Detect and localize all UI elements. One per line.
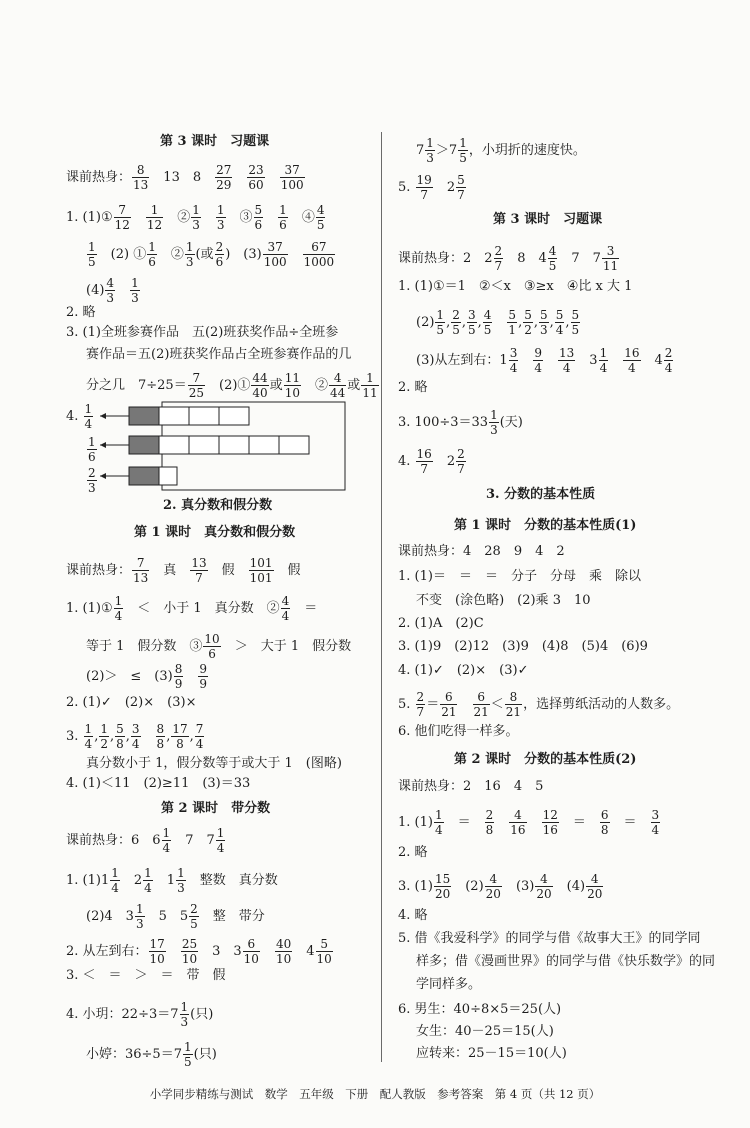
fraction: $\frac{16}{4}$ <box>624 346 640 375</box>
answer-line: 课前热身：2 16 4 5 <box>398 779 544 794</box>
fraction: $\frac{5}{7}$ <box>457 173 465 202</box>
answer-line: 3. ＜ ＝ ＞ ＝ 带 假 <box>66 968 226 983</box>
fraction: $\frac{5}{10}$ <box>316 937 332 966</box>
answer-line: 5. $\frac{2}{7}$ ＝ $\frac{6}{21}$ $\frac{6}{21}$ ＜ $\frac{8}{21}$ ，选择剪纸活动的人数多。 <box>398 690 680 719</box>
fraction: $\frac{17}{10}$ <box>149 937 165 966</box>
answer-line: 2. 略 <box>398 380 428 395</box>
answer-line: 2. 略 <box>66 305 96 320</box>
answer-line: 女生：40－25＝15(人) <box>416 1024 554 1039</box>
fraction: $\frac{1}{4}$ <box>84 722 93 751</box>
fraction: $\frac{7}{12}$ <box>114 203 130 232</box>
fraction: $\frac{44}{40}$ <box>252 371 268 400</box>
section-heading: 第 2 课时 分数的基本性质(2) <box>454 752 637 767</box>
fraction: $\frac{17}{8}$ <box>172 722 188 751</box>
fraction: $\frac{4}{16}$ <box>510 808 526 837</box>
answer-line: 6. 他们吃得一样多。 <box>398 724 519 739</box>
fraction: $\frac{15}{20}$ <box>434 872 451 901</box>
answer-line: 1. (1)① $\frac{7}{12}$ $\frac{1}{12}$ ② $\frac{1}{3}$ $\frac{1}{3}$ ③ $\frac{5}{6}$ $\frac{1}{6}$ ④ $\frac{4}{5}$ <box>66 203 325 232</box>
fraction: $\frac{5}{3}$ <box>539 308 548 337</box>
answer-line: 不变 (涂色略) (2)乘 3 10 <box>416 593 591 608</box>
fraction: $\frac{1}{4}$ <box>84 402 93 431</box>
answer-line: $\frac{1}{5}$ (2) ① $\frac{1}{6}$ ② $\frac{1}{3}$ (或 $\frac{2}{6}$ ) (3) $\frac{37}{100}$ $\frac{67}{1000}$ <box>88 240 335 269</box>
fraction: $\frac{3}{11}$ <box>602 244 619 273</box>
fraction: $\frac{7}{4}$ <box>195 722 204 751</box>
fraction: $\frac{1}{6}$ <box>88 435 96 464</box>
fraction: $\frac{13}{4}$ <box>559 346 575 375</box>
fraction: $\frac{67}{1000}$ <box>303 240 335 269</box>
fraction: $\frac{5}{5}$ <box>571 308 580 337</box>
fraction: $\frac{7}{25}$ <box>188 371 204 400</box>
fraction: $\frac{2}{6}$ <box>215 240 224 269</box>
fraction: $\frac{1}{4}$ <box>599 346 608 375</box>
fraction: $\frac{1}{4}$ <box>434 808 443 837</box>
fraction: $\frac{5}{1}$ <box>508 308 517 337</box>
fraction: $\frac{1}{3}$ <box>185 240 194 269</box>
answer-line: 7 $\frac{1}{3}$ ＞7 $\frac{1}{5}$ ，小玥折的速度快。 <box>416 136 586 165</box>
fraction: $\frac{5}{2}$ <box>524 308 532 337</box>
fraction: $\frac{2}{4}$ <box>664 346 673 375</box>
fraction: $\frac{8}{21}$ <box>505 690 522 719</box>
fraction: $\frac{1}{3}$ <box>490 408 498 437</box>
fraction: $\frac{1}{5}$ <box>88 240 96 269</box>
fraction: $\frac{1}{3}$ <box>192 203 200 232</box>
answer-line: 2. 略 <box>398 845 428 860</box>
fraction: $\frac{3}{5}$ <box>467 308 476 337</box>
answer-line: 学同样多。 <box>416 977 482 992</box>
fraction: $\frac{10}{6}$ <box>204 632 220 661</box>
answer-line: 分之几 7÷25＝ $\frac{7}{25}$ (2)① $\frac{44}{40}$ 或 $\frac{11}{10}$ ② $\frac{4}{44}$ 或 $\frac{1}{11}$ <box>86 371 378 400</box>
section-heading: 3. 分数的基本性质 <box>486 487 596 502</box>
fraction: $\frac{4}{20}$ <box>587 872 603 901</box>
answer-line: 课前热身： $\frac{8}{13}$ 13 8 $\frac{27}{29}$ $\frac{23}{60}$ $\frac{37}{100}$ <box>66 163 304 192</box>
bar-2-3 <box>100 467 177 485</box>
fraction: $\frac{1}{6}$ <box>148 240 156 269</box>
answer-line: 5. $\frac{19}{7}$ 2 $\frac{5}{7}$ <box>398 173 465 202</box>
fraction: $\frac{6}{21}$ <box>441 690 457 719</box>
fraction: $\frac{8}{8}$ <box>156 722 165 751</box>
fraction: $\frac{13}{7}$ <box>191 556 207 585</box>
section-heading: 第 2 课时 带分数 <box>161 801 271 816</box>
fraction: $\frac{1}{5}$ <box>459 136 467 165</box>
fraction: $\frac{1}{3}$ <box>131 276 139 305</box>
fraction: $\frac{4}{20}$ <box>485 872 501 901</box>
fraction: $\frac{40}{10}$ <box>275 937 292 966</box>
fraction: $\frac{1}{6}$ <box>279 203 287 232</box>
answer-line: (4) $\frac{4}{3}$ $\frac{1}{3}$ <box>86 276 139 305</box>
fraction: $\frac{9}{9}$ <box>199 662 208 691</box>
fraction: $\frac{1}{3}$ <box>177 866 185 895</box>
answer-line: (2)＞ ≤ (3) $\frac{8}{9}$ $\frac{9}{9}$ <box>86 662 208 691</box>
answer-line: 3. 100÷3＝33 $\frac{1}{3}$ (天) <box>398 408 523 437</box>
fraction: $\frac{4}{3}$ <box>106 276 115 305</box>
answer-line: 4. (1)✓ (2)× (3)✓ <box>398 663 529 678</box>
answer-line: 课前热身：6 6 $\frac{1}{4}$ 7 7 $\frac{1}{4}$ <box>66 826 225 855</box>
answer-line: (3)从左到右：1 $\frac{3}{4}$ $\frac{9}{4}$ $\frac{13}{4}$ 3 $\frac{1}{4}$ $\frac{16}{4}$ 4 $\frac{2}{4}$ <box>416 346 673 375</box>
answer-line: 1. (1)①＝1 ②＜x ③≥x ④比 x 大 1 <box>398 279 633 294</box>
answer-line: 应转来：25－15＝10(人) <box>416 1046 567 1061</box>
fraction: $\frac{2}{5}$ <box>452 308 460 337</box>
fraction: $\frac{6}{10}$ <box>243 937 259 966</box>
answer-line: 5. 借《我爱科学》的同学与借《故事大王》的同学同 <box>398 931 701 946</box>
fraction: $\frac{1}{4}$ <box>144 866 152 895</box>
fraction: $\frac{3}{4}$ <box>131 722 140 751</box>
fraction: $\frac{16}{7}$ <box>416 447 432 476</box>
fraction: $\frac{4}{44}$ <box>330 371 346 400</box>
fraction: $\frac{1}{4}$ <box>111 866 119 895</box>
section-heading: 第 1 课时 分数的基本性质(1) <box>454 518 637 533</box>
bar-1-4 <box>100 407 249 425</box>
fraction: $\frac{1}{5}$ <box>436 308 445 337</box>
section-heading: 2. 真分数和假分数 <box>163 498 273 513</box>
fraction: $\frac{37}{100}$ <box>263 240 287 269</box>
answer-line: 2. (1)A (2)C <box>398 616 484 631</box>
section-heading: 第 3 课时 习题课 <box>493 212 603 227</box>
answer-line: 1. (1) $\frac{1}{4}$ ＝ $\frac{2}{8}$ $\frac{4}{16}$ $\frac{12}{16}$ ＝ $\frac{6}{8}$ ＝ $\frac{3}{4}$ <box>398 808 660 837</box>
fraction: $\frac{3}{4}$ <box>509 346 518 375</box>
answer-line: 4. $\frac{1}{4}$ <box>66 402 93 431</box>
fraction: $\frac{27}{29}$ <box>216 163 232 192</box>
fraction: $\frac{1}{4}$ <box>216 826 225 855</box>
answer-line: 样多；借《漫画世界》的同学与借《快乐数学》的同 <box>416 954 716 969</box>
fraction: $\frac{3}{4}$ <box>651 808 660 837</box>
fraction: $\frac{1}{2}$ <box>100 722 108 751</box>
answer-line: 2. (1)✓ (2)× (3)× <box>66 695 197 710</box>
fraction: $\frac{1}{4}$ <box>114 594 123 623</box>
fraction: $\frac{1}{3}$ <box>180 1000 189 1029</box>
fraction: $\frac{6}{21}$ <box>473 690 489 719</box>
fraction: $\frac{4}{5}$ <box>548 244 557 273</box>
fraction: $\frac{2}{5}$ <box>190 902 198 931</box>
fraction: $\frac{2}{7}$ <box>416 690 425 719</box>
answer-line: 等于 1 假分数 ③ $\frac{10}{6}$ ＞ 大于 1 假分数 <box>86 632 352 661</box>
fraction: $\frac{2}{7}$ <box>494 244 503 273</box>
answer-line: 课前热身：2 2 $\frac{2}{7}$ 8 4 $\frac{4}{5}$ 7 7 $\frac{3}{11}$ <box>398 244 619 273</box>
section-heading: 第 3 课时 习题课 <box>160 134 270 149</box>
bar-1-6 <box>100 436 309 454</box>
answer-line: (2)4 3 $\frac{1}{3}$ 5 5 $\frac{2}{5}$ 整 带分 <box>86 902 265 931</box>
section-heading: 第 1 课时 真分数和假分数 <box>134 525 296 540</box>
fraction: $\frac{11}{10}$ <box>284 371 300 400</box>
fraction: $\frac{1}{3}$ <box>135 902 144 931</box>
fraction: $\frac{1}{5}$ <box>183 1040 192 1069</box>
answer-line: 小婷：36÷5＝7 $\frac{1}{5}$ (只) <box>86 1040 217 1069</box>
fraction: $\frac{4}{5}$ <box>483 308 492 337</box>
answer-line: 课前热身：4 28 9 4 2 <box>398 544 565 559</box>
fraction: $\frac{1}{12}$ <box>146 203 163 232</box>
fraction: $\frac{101}{101}$ <box>249 556 273 585</box>
fraction: $\frac{1}{3}$ <box>216 203 225 232</box>
answer-line: 3. $\frac{1}{4}$ , $\frac{1}{2}$ , $\frac{5}{8}$ , $\frac{3}{4}$ $\frac{8}{8}$ , $\frac{17}{8}$ , $\frac{7}{4}$ <box>66 722 204 751</box>
fraction: $\frac{25}{10}$ <box>181 937 198 966</box>
answer-line: 4. $\frac{16}{7}$ 2 $\frac{2}{7}$ <box>398 447 465 476</box>
answer-line: 3. (1)9 (2)12 (3)9 (4)8 (5)4 (6)9 <box>398 639 648 654</box>
page-footer: 小学同步精练与测试 数学 五年级 下册 配人教版 参考答案 第 4 页（共 12 页） <box>149 1087 601 1101</box>
answer-line: 4. (1)＜11 (2)≥11 (3)＝33 <box>66 776 251 791</box>
fraction: $\frac{8}{13}$ <box>133 163 149 192</box>
fraction: $\frac{23}{60}$ <box>248 163 264 192</box>
fraction: $\frac{12}{16}$ <box>542 808 558 837</box>
fraction: $\frac{4}{20}$ <box>536 872 552 901</box>
fraction: $\frac{8}{9}$ <box>174 662 183 691</box>
answer-line: 3. (1)全班参赛作品 五(2)班获奖作品÷全班参 <box>66 325 339 340</box>
answer-line: 4. 小玥：22÷3＝7 $\frac{1}{3}$ (只) <box>66 1000 214 1029</box>
answer-line: 赛作品＝五(2)班获奖作品占全班参赛作品的几 <box>86 347 352 362</box>
fraction: $\frac{1}{3}$ <box>426 136 434 165</box>
fraction: $\frac{2}{8}$ <box>485 808 494 837</box>
answer-line: 1. (1)1 $\frac{1}{4}$ 2 $\frac{1}{4}$ 1 $\frac{1}{3}$ 整数 真分数 <box>66 866 278 895</box>
answer-line: 课前热身： $\frac{7}{13}$ 真 $\frac{13}{7}$ 假 $\frac{101}{101}$ 假 <box>66 556 301 585</box>
answer-line: 3. (1) $\frac{15}{20}$ (2) $\frac{4}{20}$ (3) $\frac{4}{20}$ (4) $\frac{4}{20}$ <box>398 872 603 901</box>
fraction: $\frac{4}{4}$ <box>281 594 290 623</box>
fraction: $\frac{1}{4}$ <box>162 826 171 855</box>
fraction: $\frac{2}{3}$ <box>88 466 96 495</box>
fraction: $\frac{4}{5}$ <box>316 203 325 232</box>
fraction: $\frac{19}{7}$ <box>416 173 432 202</box>
answer-line: 1. (1)① $\frac{1}{4}$ ＜ 小于 1 真分数 ② $\frac{4}{4}$ ＝ <box>66 594 318 623</box>
fraction: $\frac{5}{4}$ <box>555 308 564 337</box>
answer-line: 4. 略 <box>398 908 428 923</box>
answer-line: 2. 从左到右： $\frac{17}{10}$ $\frac{25}{10}$ 3 3 $\frac{6}{10}$ $\frac{40}{10}$ 4 $\frac{5}{10}$ <box>66 937 332 966</box>
fraction: $\frac{9}{4}$ <box>534 346 542 375</box>
fraction: $\frac{6}{8}$ <box>600 808 609 837</box>
answer-line: 真分数小于 1，假分数等于或大于 1 (图略) <box>86 756 342 771</box>
column-divider <box>381 132 382 1062</box>
fraction: $\frac{2}{7}$ <box>457 447 465 476</box>
answer-line: 6. 男生：40÷8×5＝25(人) <box>398 1002 562 1017</box>
answer-line: 1. (1)＝ ＝ ＝ 分子 分母 乘 除以 <box>398 569 641 584</box>
fraction: $\frac{5}{6}$ <box>254 203 263 232</box>
fraction: $\frac{37}{100}$ <box>280 163 304 192</box>
fraction: $\frac{7}{13}$ <box>133 556 149 585</box>
answer-line: (2) $\frac{1}{5}$ , $\frac{2}{5}$ , $\frac{3}{5}$ , $\frac{4}{5}$ $\frac{5}{1}$ , $\frac{5}{2}$ , $\frac{5}{3}$ , $\frac{5}{4}$ , $\frac{5}{5}$ <box>416 308 580 337</box>
fraction-bar-diagram <box>86 400 348 492</box>
fraction: $\frac{1}{11}$ <box>362 371 378 400</box>
fraction: $\frac{5}{8}$ <box>116 722 124 751</box>
